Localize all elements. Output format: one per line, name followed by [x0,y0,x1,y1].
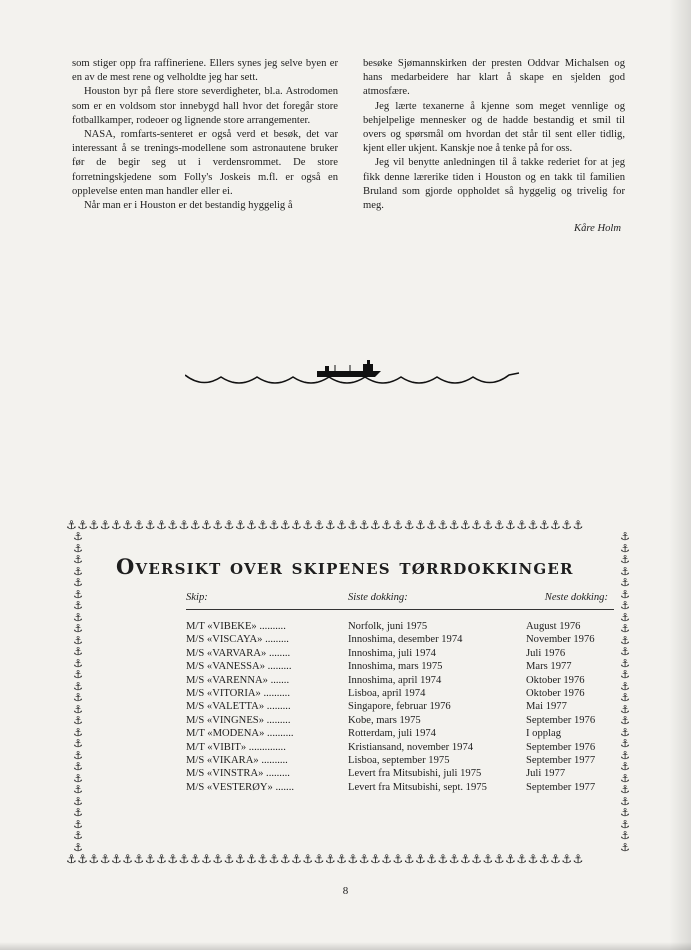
table-spacer [186,610,614,621]
last-docking-cell: Singapore, februar 1976 [348,701,451,713]
table-row [186,687,614,700]
last-docking-cell: Rotterdam, juli 1974 [348,728,436,740]
page-bottom-edge [0,942,691,950]
anchor-border-left: ⚓⚓⚓⚓⚓⚓⚓⚓⚓⚓⚓⚓⚓⚓⚓⚓⚓⚓⚓⚓⚓⚓⚓⚓⚓⚓⚓⚓ [73,531,83,853]
ship-icon [317,360,381,377]
ship-name-cell: M/S «VINGNES» ......... [186,714,291,726]
article-paragraph: Når man er i Houston er det bestandig hyggelig å [84,200,293,212]
last-docking-cell: Norfolk, juni 1975 [348,621,428,632]
last-docking-cell: Innoshima, juli 1974 [348,647,436,659]
last-docking-cell: Kristiansand, november 1974 [348,741,474,753]
table-row [186,754,614,767]
next-docking-cell: Juli 1976 [526,647,566,659]
anchor-border-right: ⚓⚓⚓⚓⚓⚓⚓⚓⚓⚓⚓⚓⚓⚓⚓⚓⚓⚓⚓⚓⚓⚓⚓⚓⚓⚓⚓⚓ [620,531,630,853]
next-docking-cell: November 1976 [526,634,595,646]
next-docking-cell: Mars 1977 [526,661,572,673]
table-row [186,633,614,646]
docking-table-header [186,592,614,610]
last-docking-cell: Innoshima, desember 1974 [348,634,463,646]
article-paragraph: Houston byr på flere store severdigheter, bl.a. Astrodomen som er en voldsom stor innebygd hall hvor det foregår store fotballkamper, rodeoer og lignende store arrangementer. [72,86,338,126]
last-docking-cell: Kobe, mars 1975 [348,714,421,726]
next-docking-cell: Oktober 1976 [526,688,585,700]
article-left-column [72,57,338,213]
table-row [186,727,614,740]
ship-name-cell: M/S «VESTERØY» ....... [186,781,295,793]
page-edge-shadow [669,0,691,950]
next-docking-cell: September 1976 [526,741,596,753]
next-docking-cell: I opplag [526,728,562,740]
docking-table-body [186,610,614,795]
column-header-ship: Skip: [186,592,348,610]
article-paragraph: Jeg lærte texanerne å kjenne som meget vennlige og behjelpelige mennesker og de hadde bestandig et smil til overs og spørsmål om hvordan det står til sent eller tidlig, kjent eller ukjent. Kanskje noe å tenke på for oss. [363,100,625,155]
docking-title: Oversikt over skipenes tørrdokkinger [116,554,574,579]
last-docking-cell: Lisboa, september 1975 [348,755,450,767]
table-row [186,700,614,713]
docking-table [186,592,614,794]
anchor-border-top: ⚓⚓⚓⚓⚓⚓⚓⚓⚓⚓⚓⚓⚓⚓⚓⚓⚓⚓⚓⚓⚓⚓⚓⚓⚓⚓⚓⚓⚓⚓⚓⚓⚓⚓⚓⚓⚓⚓⚓⚓⚓⚓⚓⚓⚓⚓ [66,518,584,532]
column-header-next-docking: Neste dokking: [524,592,614,610]
anchor-border-bottom: ⚓⚓⚓⚓⚓⚓⚓⚓⚓⚓⚓⚓⚓⚓⚓⚓⚓⚓⚓⚓⚓⚓⚓⚓⚓⚓⚓⚓⚓⚓⚓⚓⚓⚓⚓⚓⚓⚓⚓⚓⚓⚓⚓⚓⚓⚓ [66,852,584,866]
table-row [186,781,614,794]
ship-name-cell: M/T «MODENA» .......... [186,728,294,740]
table-row [186,674,614,687]
ship-name-cell: M/T «VIBIT» .............. [186,741,286,753]
next-docking-cell: Oktober 1976 [526,674,585,686]
ship-name-cell: M/S «VISCAYA» ......... [186,634,289,646]
last-docking-cell: Lisboa, april 1974 [348,688,426,700]
next-docking-cell: Mai 1977 [526,701,567,713]
ship-name-cell: M/S «VARVARA» ........ [186,647,291,659]
ship-name-cell: M/S «VIKARA» .......... [186,755,288,767]
author-signature: Kåre Holm [574,223,621,235]
last-docking-cell: Innoshima, april 1974 [348,674,442,686]
last-docking-cell: Levert fra Mitsubishi, juli 1975 [348,768,482,780]
article-paragraph: som stiger opp fra raffineriene. Ellers synes jeg selve byen er en av de mest rene og velholdte jeg har sett. [72,58,338,84]
table-row [186,660,614,673]
column-header-last-docking: Siste dokking: [348,592,524,610]
table-row [186,767,614,780]
ship-name-cell: M/S «VITORIA» .......... [186,688,290,700]
last-docking-cell: Innoshima, mars 1975 [348,661,443,673]
page-number: 8 [342,885,349,897]
last-docking-cell: Levert fra Mitsubishi, sept. 1975 [348,781,487,793]
ship-name-cell: M/S «VINSTRA» ......... [186,768,290,780]
next-docking-cell: September 1977 [526,781,596,793]
article-paragraph: NASA, romfarts-senteret er også verd et besøk, det var interessant å se trenings-modellene som astronautene bruker før de begir seg ut i verdensrommet. De store forretningskjedene som Folly's Joskeis m.fl. er også en opplevelse enten man handler eller ei. [72,129,338,197]
table-row [186,647,614,660]
next-docking-cell: September 1976 [526,714,596,726]
table-row [186,741,614,754]
docking-overview-box [66,517,636,867]
article-right-column [363,57,625,236]
table-row [186,620,614,633]
ship-name-cell: M/S «VALETTA» ......... [186,701,291,713]
next-docking-cell: August 1976 [526,621,581,632]
article-paragraph: Jeg vil benytte anledningen til å takke rederiet for at jeg fikk denne lærerike tiden i Houston og en takk til familien Bruland som gjorde oppholdet så hyggelig og trivelig for meg. [363,157,625,212]
ship-name-cell: M/S «VANESSA» ......... [186,661,292,673]
ship-name-cell: M/S «VARENNA» ....... [186,674,290,686]
table-row [186,714,614,727]
ship-on-waves-illustration [185,355,525,395]
next-docking-cell: Juli 1977 [526,768,566,780]
ship-name-cell: M/T «VIBEKE» .......... [186,621,286,632]
next-docking-cell: September 1977 [526,755,596,767]
article-paragraph: besøke Sjømannskirken der presten Oddvar Michalsen og hans medarbeidere har klart å skape en sjelden god atmosfære. [363,58,625,98]
